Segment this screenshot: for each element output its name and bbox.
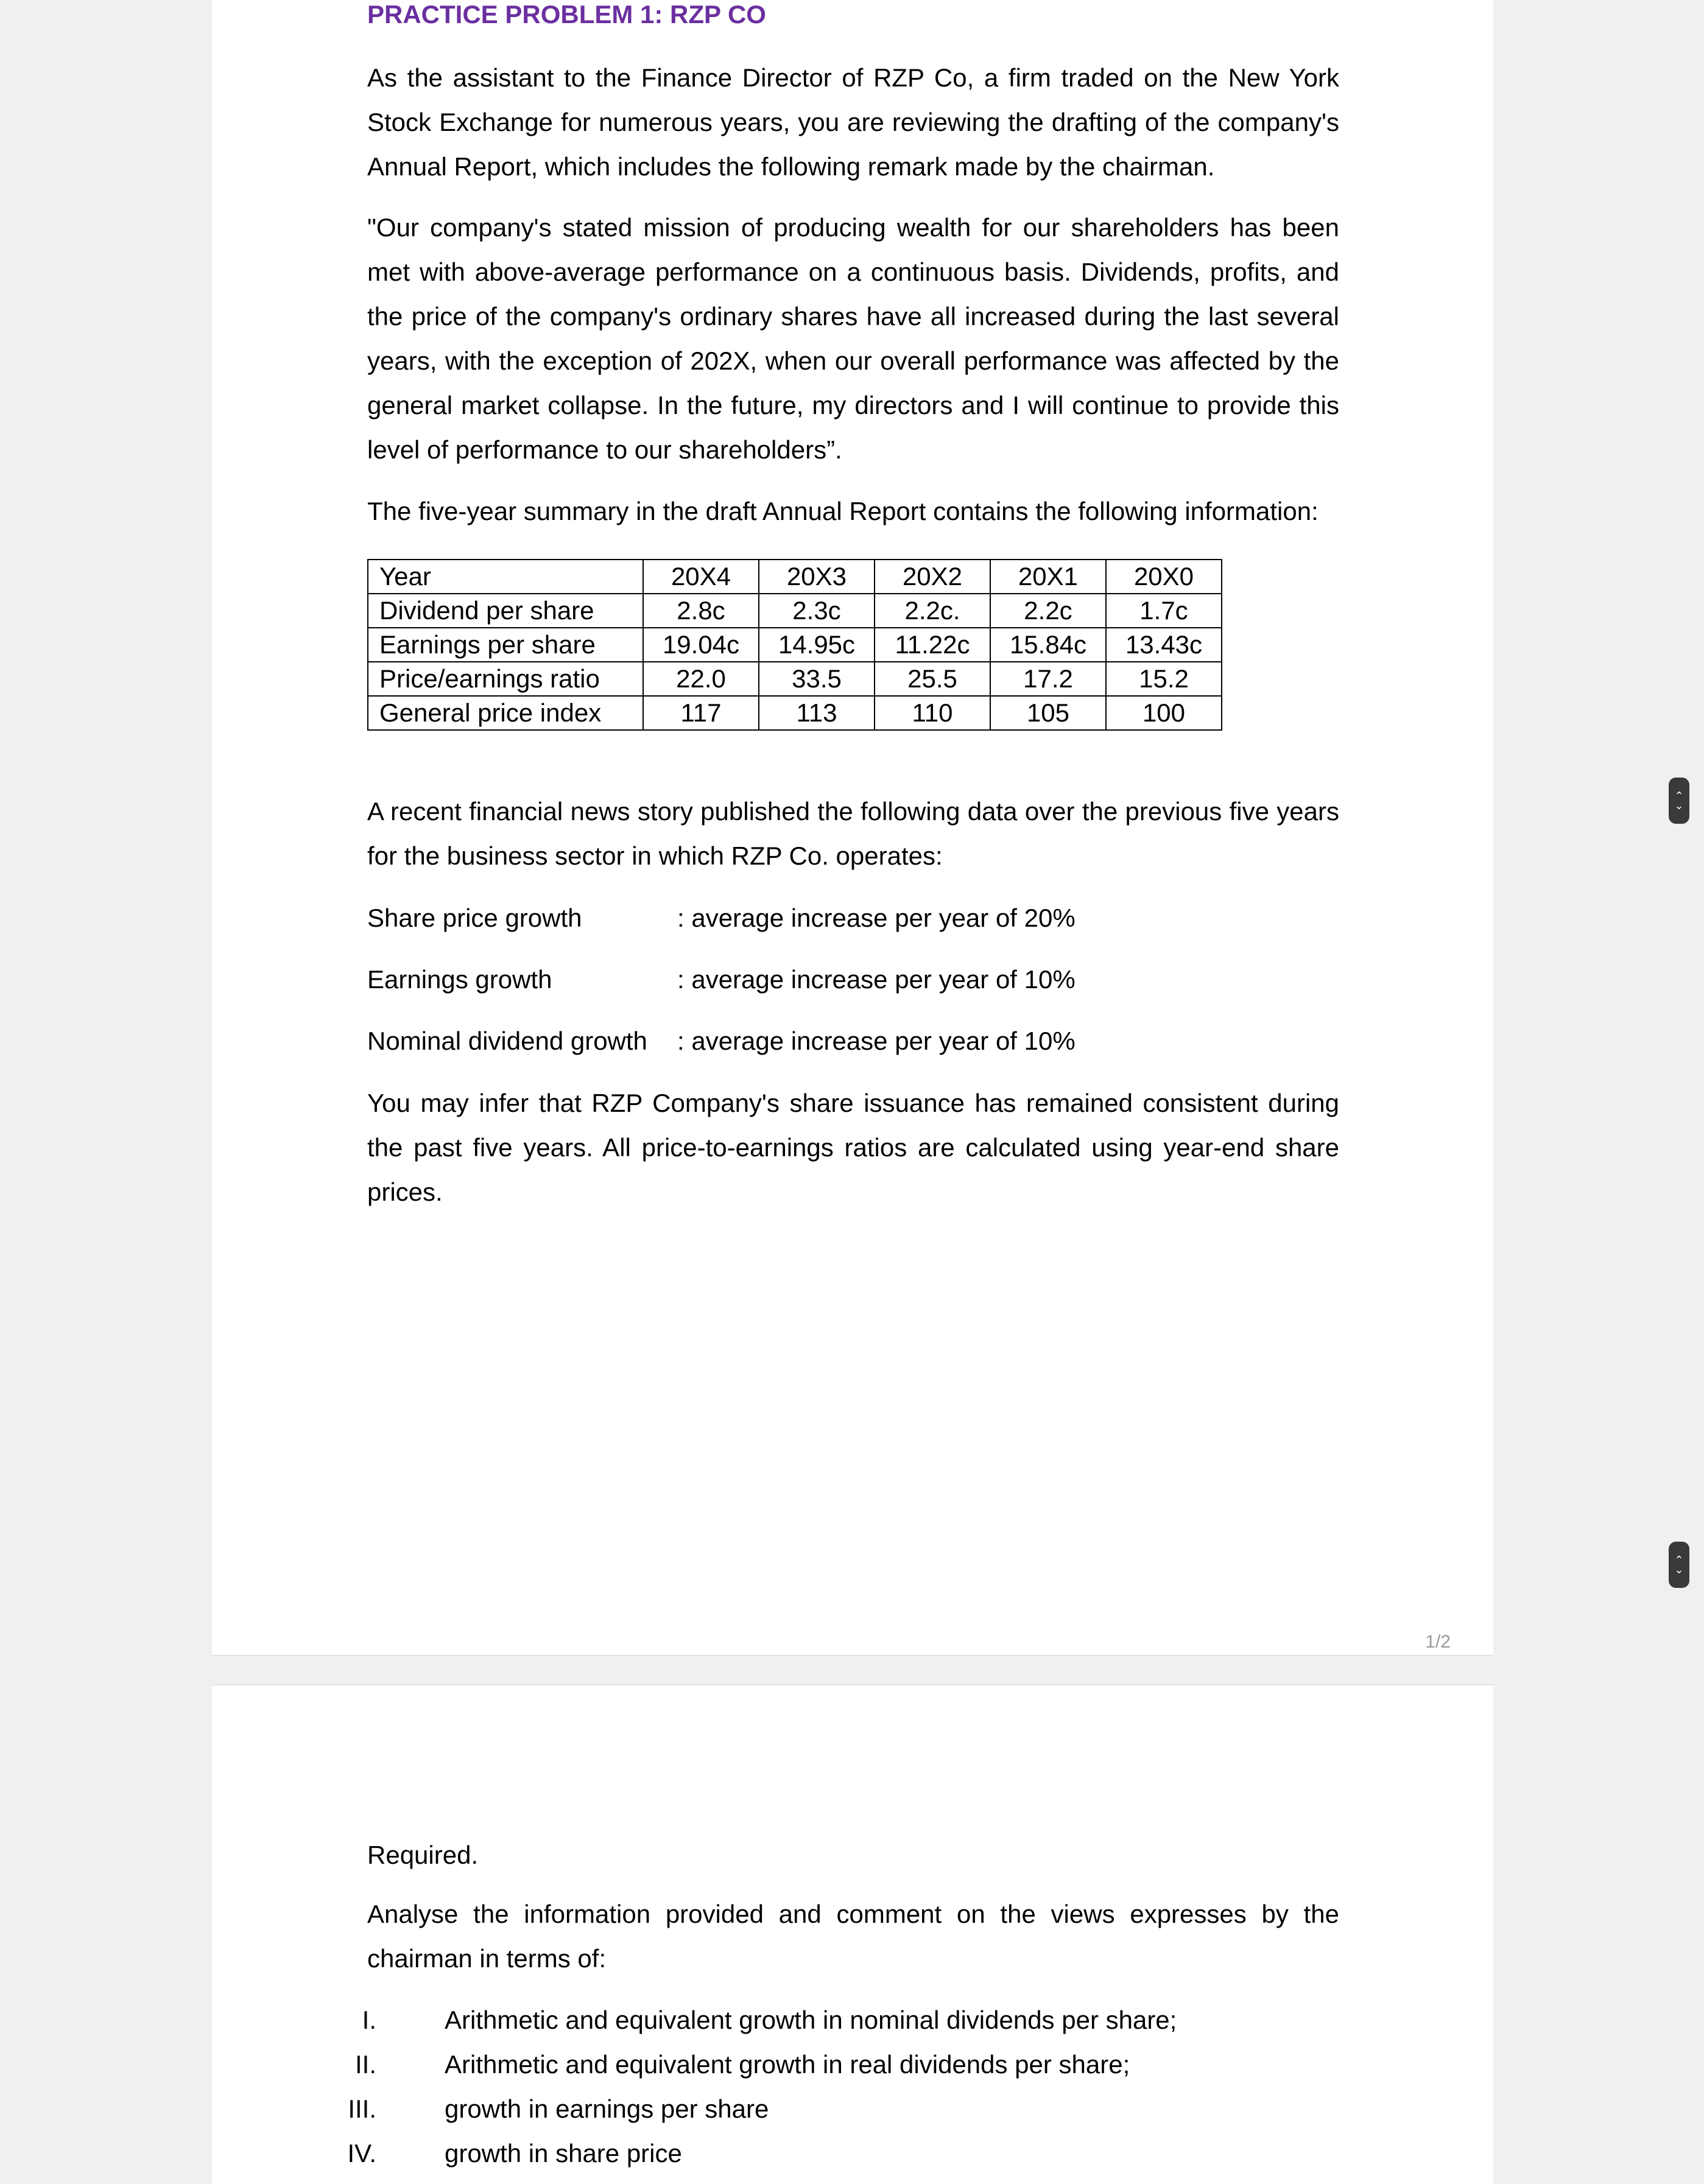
growth-value: : average increase per year of 20% [677,904,1076,932]
table-cell: Dividend per share [368,594,643,628]
chairman-quote: "Our company's stated mission of producing wealth for our shareholders has been met with above-average performance on a continuous basis. Dividends, profits, and the price of the company's ordinary shares have all increased during the last several years, with the exception of 202X, when our overall performance was affected by the general market collapse. In the future, my directors and I will continue to provide this level of performance to our shareholders”. [367,213,1339,464]
page-number: 1/2 [1425,1632,1451,1652]
list-item: Arithmetic and equivalent growth in real dividends per share; [445,2050,1130,2079]
growth-label: Nominal dividend growth [367,1027,647,1055]
table-cell: 117 [643,696,759,730]
five-year-summary-table [367,559,1222,731]
list-item-number: IV. [347,2139,376,2168]
table-cell: 110 [875,696,990,730]
table-cell: 2.8c [643,594,759,628]
table-row [368,696,1222,730]
chevron-up-icon[interactable]: ⌃ [1674,790,1684,802]
table-cell: 113 [759,696,875,730]
page-title: PRACTICE PROBLEM 1: RZP CO [367,0,766,29]
closing-paragraph: You may infer that RZP Company's share issuance has remained consistent during the past five years. All price-to-earnings ratios are calculated using year-end share prices. [367,1089,1339,1206]
table-cell: 33.5 [759,662,875,696]
table-row [368,628,1222,662]
table-cell: 19.04c [643,628,759,662]
chevron-up-icon[interactable]: ⌃ [1674,1554,1684,1566]
growth-value: : average increase per year of 10% [677,1027,1076,1055]
table-cell: 20X3 [759,560,875,594]
news-intro: A recent financial news story published the following data over the previous five years for the business sector in which RZP Co. operates: [367,797,1339,870]
table-cell: 20X0 [1106,560,1222,594]
table-cell: 25.5 [875,662,990,696]
list-item-number: II. [354,2050,376,2079]
list-item: growth in earnings per share [445,2094,769,2123]
table-cell: 20X2 [875,560,990,594]
table-cell: 20X1 [990,560,1106,594]
chevron-down-icon[interactable]: ⌄ [1674,1564,1684,1576]
table-cell: 17.2 [990,662,1106,696]
table-cell: 11.22c [875,628,990,662]
table-cell: 15.2 [1106,662,1222,696]
table-cell: 20X4 [643,560,759,594]
table-header-row [368,560,1222,594]
growth-value: : average increase per year of 10% [677,965,1076,994]
table-cell: Earnings per share [368,628,643,662]
table-cell: 2.2c. [875,594,990,628]
table-row [368,594,1222,628]
list-item-number: III. [348,2094,376,2123]
table-row [368,662,1222,696]
growth-label: Share price growth [367,904,582,932]
summary-intro: The five-year summary in the draft Annual Report contains the following information: [367,497,1318,525]
list-item: growth in share price [445,2139,682,2168]
table-cell: 14.95c [759,628,875,662]
table-cell: 1.7c [1106,594,1222,628]
document-page-1 [212,0,1493,1656]
table-cell: 22.0 [643,662,759,696]
table-cell: Price/earnings ratio [368,662,643,696]
list-item: Arithmetic and equivalent growth in nominal dividends per share; [445,2006,1177,2034]
growth-label: Earnings growth [367,965,552,994]
table-cell: 15.84c [990,628,1106,662]
table-cell: General price index [368,696,643,730]
table-cell: 13.43c [1106,628,1222,662]
intro-paragraph: As the assistant to the Finance Director of RZP Co, a firm traded on the New York Stock Exchange for numerous years, you are reviewing the drafting of the company's Annual Report, which includes the following remark made by the chairman. [367,63,1339,181]
table-cell: 105 [990,696,1106,730]
page-scroll-control[interactable] [1669,1542,1689,1588]
table-cell: 2.2c [990,594,1106,628]
required-heading: Required. [367,1841,479,1869]
document-page-2 [212,1684,1493,2184]
list-item-number: I. [362,2006,376,2034]
table-cell: Year [368,560,643,594]
chevron-down-icon[interactable]: ⌄ [1674,799,1684,812]
table-cell: 100 [1106,696,1222,730]
analyse-instruction: Analyse the information provided and comment on the views expresses by the chairman in terms of: [367,1900,1339,1973]
page-scroll-control[interactable] [1669,778,1689,824]
table-cell: 2.3c [759,594,875,628]
